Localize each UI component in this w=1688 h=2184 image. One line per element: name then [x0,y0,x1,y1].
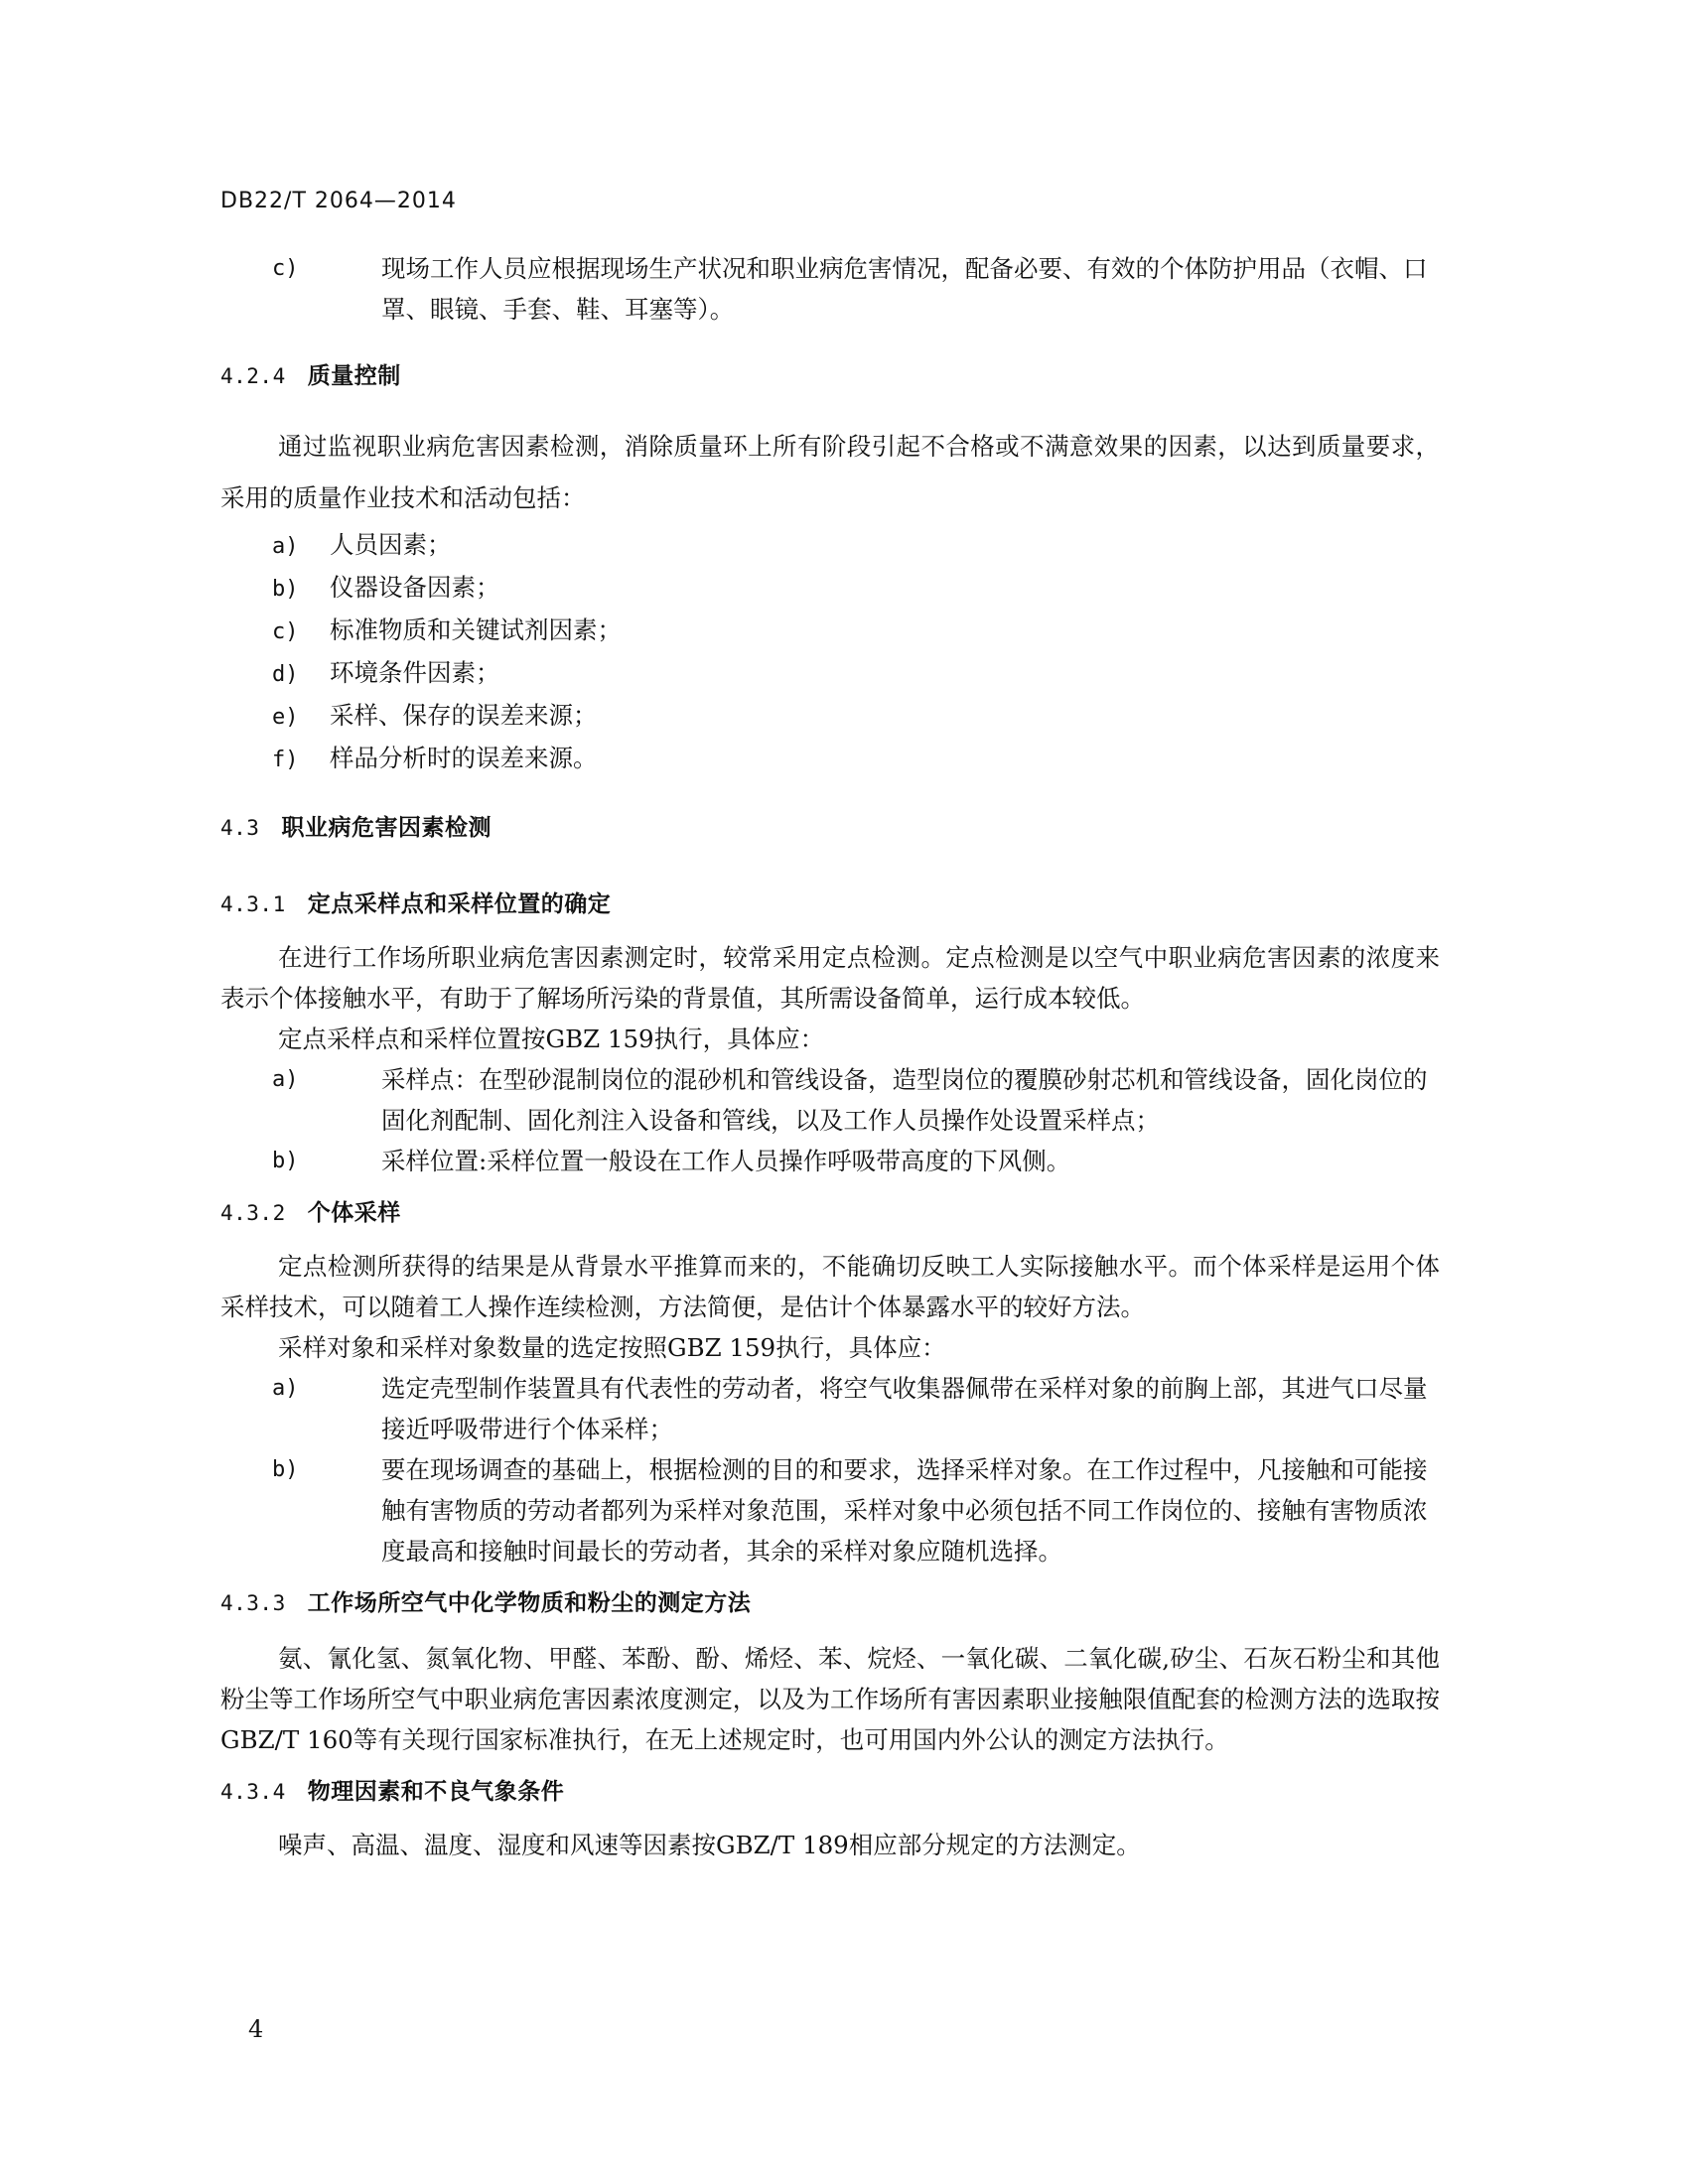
section-title: 个体采样 [307,1200,401,1226]
paragraph-physical-factors: 噪声、高温、温度、湿度和风速等因素按GBZ/T 189相应部分规定的方法测定。 [278,1831,1141,1859]
list-item-text: 标准物质和关键试剂因素； [330,615,622,644]
list-item-label: c) [272,256,299,281]
section-number: 4.3.2 [220,1201,286,1225]
section-title: 职业病危害因素检测 [281,815,492,841]
list-item-label: b) [272,577,299,602]
section-number: 4.3 [220,816,260,840]
list-item [272,695,1440,738]
list-item-text: 采样点：在型砂混制岗位的混砂机和管线设备，造型岗位的覆膜砂射芯机和管线设备，固化岗位的固化剂配制、固化剂注入设备和管线，以及工作人员操作处设置采样点； [381,1065,1428,1135]
list-item-c-ppe [272,248,1440,330]
page-number: 4 [248,2015,264,2043]
section-title: 定点采样点和采样位置的确定 [307,891,612,917]
list-item-label: a) [272,1376,299,1401]
section-heading-4-3 [220,808,1440,849]
list-item-label: d) [272,662,299,687]
section-heading-4-3-1 [220,885,1440,925]
list-item-label: f) [272,748,299,772]
section-heading-4-2-4 [220,356,1440,397]
list-item [272,652,1440,695]
paragraph-fixed-point-rule: 定点采样点和采样位置按GBZ 159执行，具体应： [278,1024,825,1053]
list-item-text: 环境条件因素； [330,658,500,687]
list-item-text: 仪器设备因素； [330,573,500,602]
list-item [272,1449,1440,1571]
section-heading-4-3-2 [220,1193,1440,1234]
document-body [220,248,1440,1865]
list-item-label: c) [272,619,299,644]
paragraph-personal-sampling-intro: 定点检测所获得的结果是从背景水平推算而来的，不能确切反映工人实际接触水平。而个体采样是运用个体采样技术，可以随着工人操作连续检测，方法简便，是估计个体暴露水平的较好方法。 [220,1252,1440,1321]
section-number: 4.2.4 [220,364,286,388]
paragraph-quality-control: 通过监视职业病危害因素检测，消除质量环上所有阶段引起不合格或不满意效果的因素，以达到质量要求，采用的质量作业技术和活动包括： [220,432,1440,512]
list-item [272,1368,1440,1449]
list-item [272,1059,1440,1141]
paragraph-fixed-point-intro: 在进行工作场所职业病危害因素测定时，较常采用定点检测。定点检测是以空气中职业病危害因素的浓度来表示个体接触水平，有助于了解场所污染的背景值，其所需设备简单，运行成本较低。 [220,943,1440,1013]
document-code-header: DB22/T 2064—2014 [220,189,457,213]
paragraph-chemical-dust-methods: 氨、氰化氢、氮氧化物、甲醛、苯酚、酚、烯烃、苯、烷烃、一氧化碳、二氧化碳,矽尘、石灰石粉尘和其他粉尘等工作场所空气中职业病危害因素浓度测定，以及为工作场所有害因素职业接触限值配套的检测方法的选取按GBZ/T 160等有关现行国家标准执行，在无上述规定时，也可用国内外公认的测定方法执行。 [220,1644,1440,1754]
section-number: 4.3.1 [220,892,286,916]
list-item [272,1141,1440,1181]
section-title: 质量控制 [307,363,401,389]
section-title: 工作场所空气中化学物质和粉尘的测定方法 [307,1590,752,1616]
section-number: 4.3.4 [220,1780,286,1804]
list-item-text: 样品分析时的误差来源。 [330,744,598,772]
list-item [272,738,1440,780]
list-item-text: 选定壳型制作装置具有代表性的劳动者，将空气收集器佩带在采样对象的前胸上部，其进气口尽量接近呼吸带进行个体采样； [381,1374,1428,1443]
list-item-text: 要在现场调查的基础上，根据检测的目的和要求，选择采样对象。在工作过程中，凡接触和可能接触有害物质的劳动者都列为采样对象范围，采样对象中必须包括不同工作岗位的、接触有害物质浓度最高和接触时间最长的劳动者，其余的采样对象应随机选择。 [381,1455,1428,1566]
list-item-text: 现场工作人员应根据现场生产状况和职业病危害情况，配备必要、有效的个体防护用品（衣帽、口罩、眼镜、手套、鞋、耳塞等）。 [381,254,1428,324]
section-heading-4-3-3 [220,1583,1440,1624]
list-item-label: e) [272,705,299,730]
list-item-label: a) [272,1067,299,1092]
list-item-label: a) [272,534,299,559]
list-item-text: 采样、保存的误差来源； [330,701,598,730]
list-item [272,610,1440,652]
list-item-text: 人员因素； [330,530,452,559]
paragraph-personal-sampling-rule: 采样对象和采样对象数量的选定按照GBZ 159执行，具体应： [278,1333,946,1362]
list-item [272,567,1440,610]
section-heading-4-3-4 [220,1772,1440,1813]
list-item-label: b) [272,1149,299,1173]
section-title: 物理因素和不良气象条件 [307,1779,565,1805]
list-item-label: b) [272,1457,299,1482]
section-number: 4.3.3 [220,1591,286,1615]
list-item-text: 采样位置:采样位置一般设在工作人员操作呼吸带高度的下风侧。 [381,1147,1071,1175]
list-item [272,524,1440,567]
